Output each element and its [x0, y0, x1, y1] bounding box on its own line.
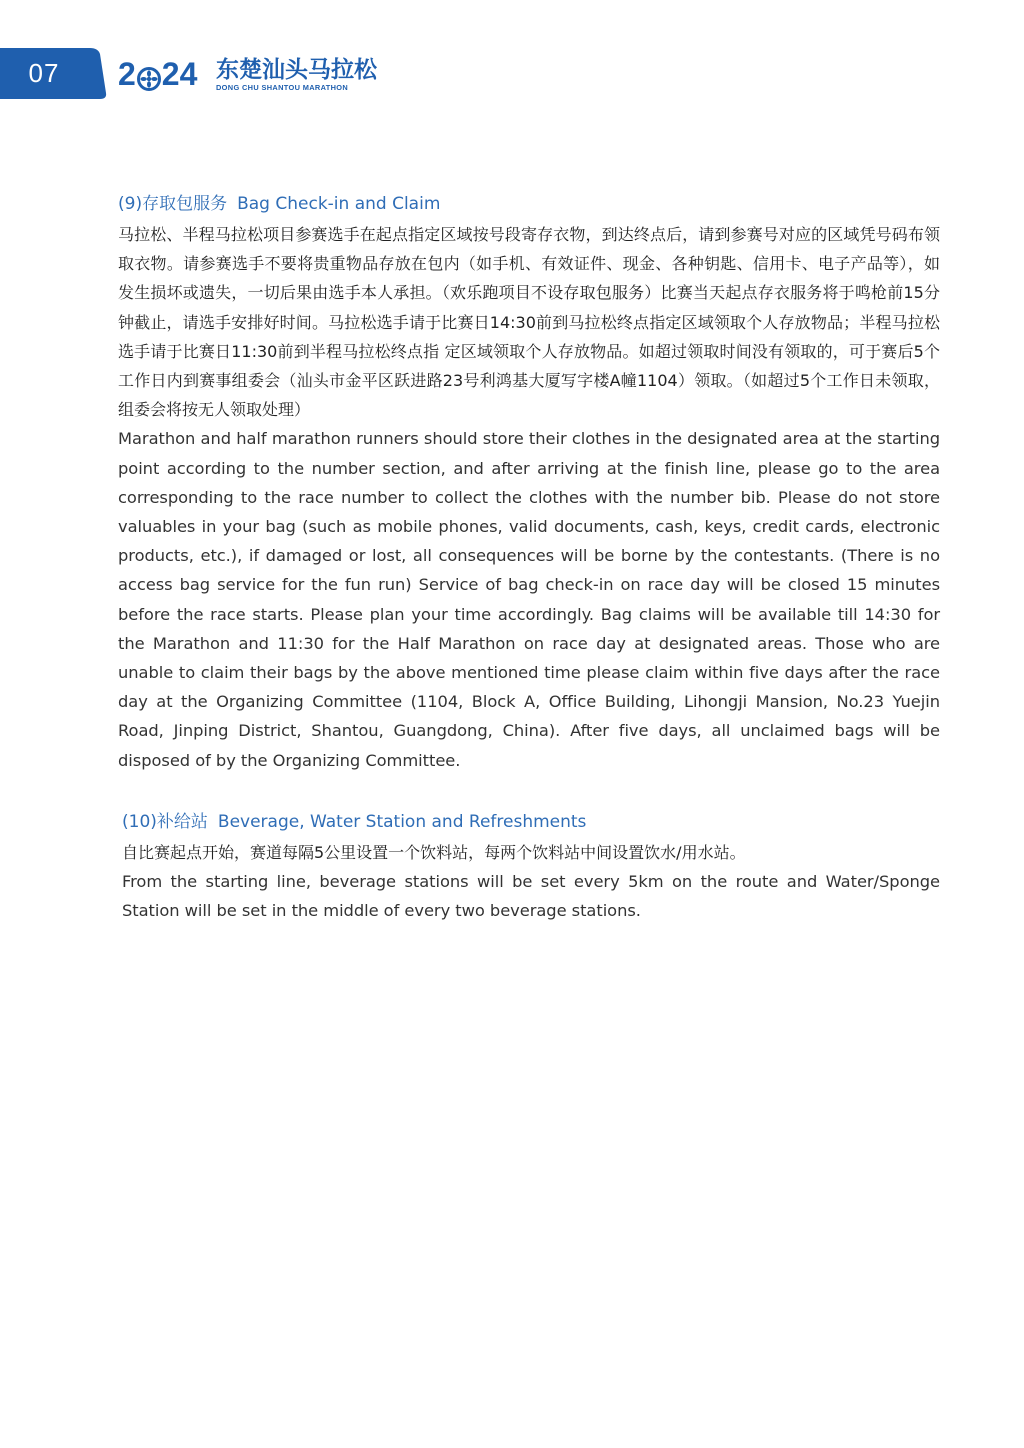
body-text-cn: 马拉松、半程马拉松项目参赛选手在起点指定区域按号段寄存衣物，到达终点后，请到参赛号对应的区域凭号码布领取衣物。请参赛选手不要将贵重物品存放在包内（如手机、有效证件、现金、各种钥匙、信用卡、电子产品等），如发生损坏或遗失，一切后果由选手本人承担。（欢乐跑项目不设存取包服务）比赛当天起点存衣服务将于鸣枪前15分钟截止，请选手安排好时间。马拉松选手请于比赛日14:30前到马拉松终点指定区域领取个人存放物品；半程马拉松选手请于比赛日11:30前到半程马拉松终点指 定区域领取个人存放物品。如超过领取时间没有领取的，可于赛后5个工作日内到赛事组委会（汕头市金平区跃进路23号利鸿基大厦写字楼A幢1104）领取。（如超过5个工作日未领取，组委会将按无人领取处理）: [118, 225, 940, 420]
body-text-cn: 自比赛起点开始，赛道每隔5公里设置一个饮料站，每两个饮料站中间设置饮水/用水站。: [122, 843, 746, 862]
section-title-cn: 存取包服务: [142, 194, 228, 214]
section-number: (9): [118, 194, 143, 214]
logo-year-digits: 24: [161, 56, 198, 92]
section-bag-check-in: [118, 192, 940, 775]
section-number: (10): [122, 812, 157, 832]
section-heading: [122, 810, 940, 834]
section-beverage-stations: [122, 810, 940, 925]
logo-year-digit: 2: [118, 56, 136, 92]
logo-year: [118, 56, 197, 92]
logo-title-en: DONG CHU SHANTOU MARATHON: [216, 83, 349, 92]
wheel-icon: [137, 62, 161, 86]
body-text-en: From the starting line, beverage stations will be set every 5km on the route and Water/Sponge Station will be set in the middle of every two beverage stations.: [122, 872, 940, 920]
section-title-cn: 补给站: [156, 812, 208, 832]
body-text-en: Marathon and half marathon runners should store their clothes in the designated area at the starting point according to the number section, and after arriving at the finish line, please go to the area corresponding to the race number to collect the clothes with the number bib. Please do not store valuables in your bag (such as mobile phones, valid documents, cash, keys, credit cards, electronic products, etc.), if damaged or lost, all consequences will be borne by the contestants. (There is no access bag service for the fun run) Service of bag check-in on race day will be closed 15 minutes before the race starts. Please plan your time accordingly. Bag claims will be available till 14:30 for the Marathon and 11:30 for the Half Marathon on race day at designated areas. Those who are unable to claim their bags by the above mentioned time please claim within five days after the race day at the Organizing Committee (1104, Block A, Office Building, Lihongji Mansion, No.23 Yuejin Road, Jinping District, Shantou, Guangdong, China). After five days, all unclaimed bags will be disposed of by the Organizing Committee.: [118, 429, 940, 770]
logo-title-cn: 东楚汕头马拉松: [216, 57, 377, 83]
page-number: 07: [28, 58, 60, 88]
section-heading: [118, 192, 940, 216]
section-title-en: Bag Check-in and Claim: [237, 194, 441, 214]
section-title-en: Beverage, Water Station and Refreshments: [217, 812, 587, 832]
event-logo: [118, 56, 378, 96]
